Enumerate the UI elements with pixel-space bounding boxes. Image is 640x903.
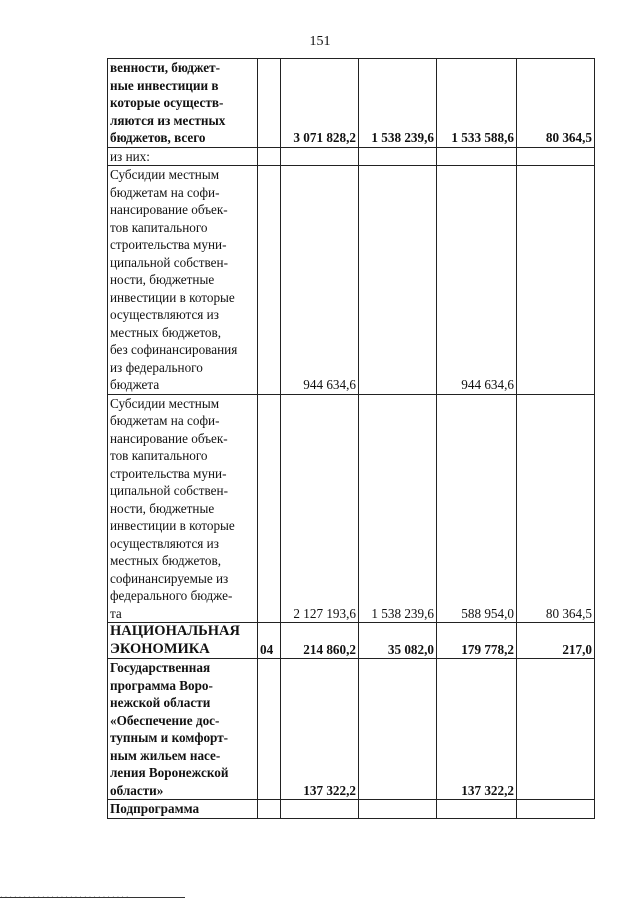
section-code-cell [258,147,281,166]
regional-amount-cell: 137 322,2 [437,659,517,800]
total-amount-cell: 3 071 828,2 [281,59,359,148]
table-row [108,659,595,800]
budget-table [107,58,595,819]
other-amount-cell [517,800,595,819]
federal-amount-cell [359,147,437,166]
footer-rule [0,897,185,898]
total-amount-cell: 214 860,2 [281,623,359,659]
row-name-cell: венности, бюджет- ные инвестиции в которые осуществ- ляются из местных бюджетов, всего [108,59,258,148]
regional-amount-cell: 1 533 588,6 [437,59,517,148]
federal-amount-cell [359,800,437,819]
regional-amount-cell: 179 778,2 [437,623,517,659]
total-amount-cell: 944 634,6 [281,166,359,395]
total-amount-cell: 137 322,2 [281,659,359,800]
section-code-cell [258,659,281,800]
row-name-cell: НАЦИОНАЛЬНАЯ ЭКОНОМИКА [108,623,258,659]
row-name-cell: Государственная программа Воро- нежской области «Обеспечение дос- тупным и комфорт- ным жильем насе- ления Воронежской области» [108,659,258,800]
table-row [108,59,595,148]
regional-amount-cell: 944 634,6 [437,166,517,395]
budget-table-body [108,59,595,819]
section-code-cell [258,166,281,395]
regional-amount-cell [437,800,517,819]
federal-amount-cell: 1 538 239,6 [359,59,437,148]
other-amount-cell [517,659,595,800]
section-code-cell [258,394,281,623]
other-amount-cell: 80 364,5 [517,394,595,623]
page-number: 151 [309,34,331,49]
section-code-cell: 04 [258,623,281,659]
row-name-cell: Субсидии местным бюджетам на софи- нансирование объек- тов капитального строительства муни- ципальной собствен- ности, бюджетные инвестиции в которые осуществляются из местных бюджетов, софинансируемые из федерального бюдже- та [108,394,258,623]
federal-amount-cell: 35 082,0 [359,623,437,659]
table-row [108,623,595,659]
total-amount-cell [281,800,359,819]
other-amount-cell: 217,0 [517,623,595,659]
other-amount-cell [517,147,595,166]
section-code-cell [258,800,281,819]
regional-amount-cell: 588 954,0 [437,394,517,623]
total-amount-cell [281,147,359,166]
federal-amount-cell: 1 538 239,6 [359,394,437,623]
federal-amount-cell [359,659,437,800]
table-row [108,394,595,623]
table-row [108,147,595,166]
federal-amount-cell [359,166,437,395]
other-amount-cell [517,166,595,395]
row-name-cell: Подпрограмма [108,800,258,819]
regional-amount-cell [437,147,517,166]
section-code-cell [258,59,281,148]
row-name-cell: Субсидии местным бюджетам на софи- нансирование объек- тов капитального строительства муни- ципальной собствен- ности, бюджетные инвестиции в которые осуществляются из местных бюджетов, без софинансирования из федерального бюджета [108,166,258,395]
table-row [108,800,595,819]
total-amount-cell: 2 127 193,6 [281,394,359,623]
other-amount-cell: 80 364,5 [517,59,595,148]
row-name-cell: из них: [108,147,258,166]
table-row [108,166,595,395]
